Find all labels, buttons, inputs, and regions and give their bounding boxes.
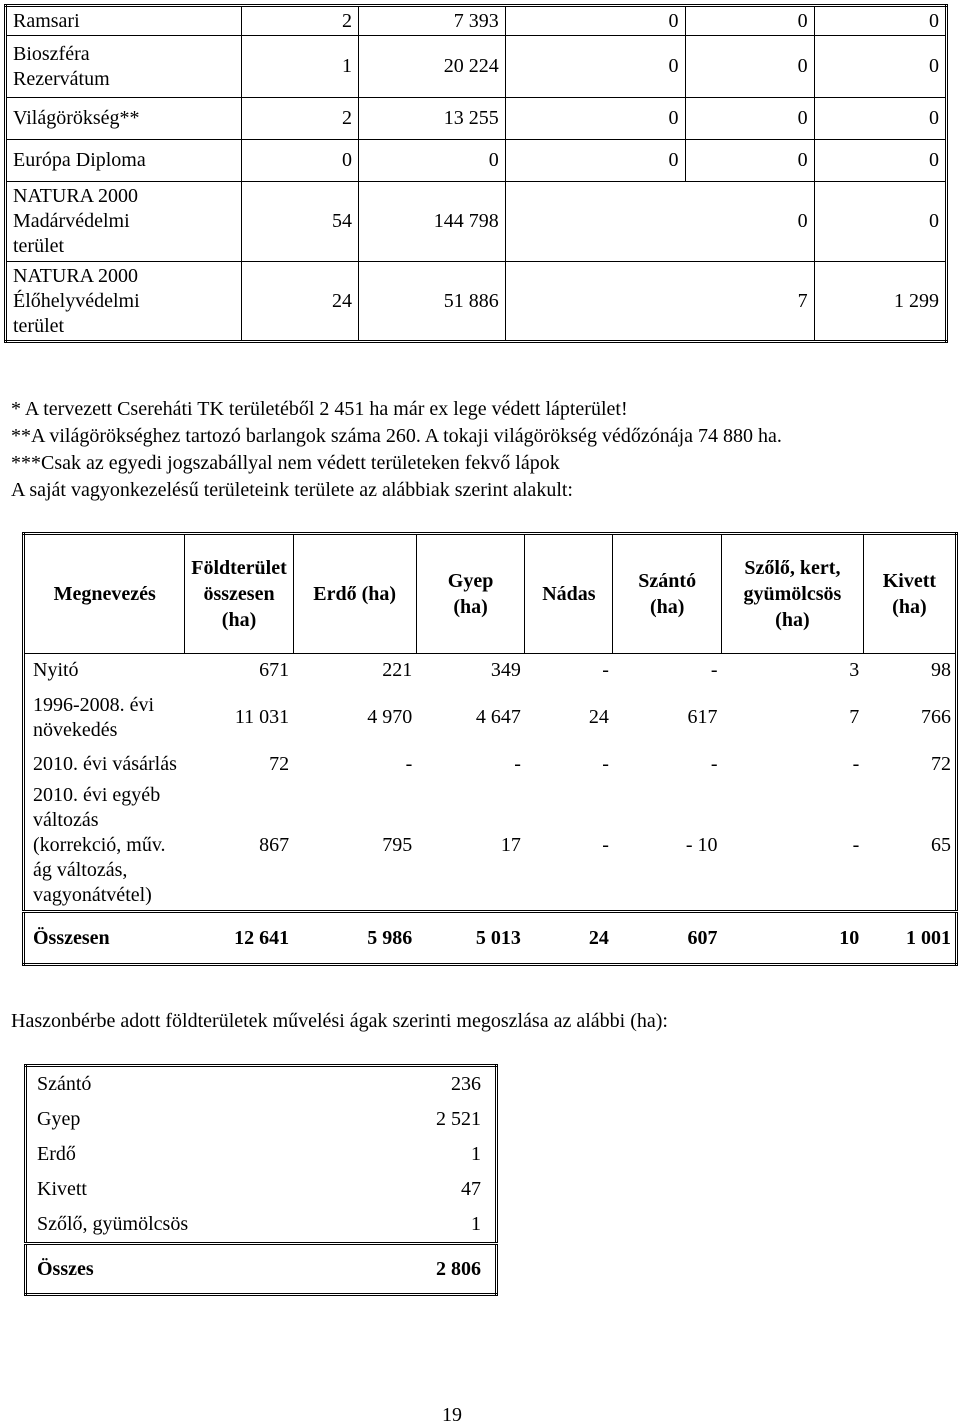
row-value: 236 xyxy=(451,1073,481,1095)
cell-c3 xyxy=(505,182,685,262)
total-value: 24 xyxy=(525,912,613,965)
cell-value: 795 xyxy=(382,834,413,857)
cell-value: - xyxy=(710,753,718,775)
label-line: Nyitó xyxy=(33,659,79,682)
cell-value: 65 xyxy=(931,834,951,857)
label-line: Szőlő, kert, xyxy=(744,557,841,579)
cell-value: - 10 xyxy=(685,834,718,857)
column-header xyxy=(863,534,956,654)
label-line: Megnevezés xyxy=(53,583,156,605)
cell-c5: 0 xyxy=(814,6,946,36)
intro-sentence: A saját vagyonkezelésű területeink területe az alábbiak szerint alakult: xyxy=(11,479,573,501)
total-value: 1 001 xyxy=(863,912,956,965)
cell-c4: 0 xyxy=(685,98,814,140)
cell-value: - xyxy=(514,753,521,775)
table-row xyxy=(26,1102,497,1137)
cell-value: 72 xyxy=(931,753,951,775)
cell-c2: 20 224 xyxy=(358,36,505,98)
page-number: 19 xyxy=(442,1404,462,1426)
cell-value: 98 xyxy=(931,659,951,682)
row-value: 47 xyxy=(461,1178,481,1200)
row-label: Kivett xyxy=(37,1178,87,1200)
cell-value: 4 970 xyxy=(367,706,413,728)
row-label xyxy=(24,782,185,912)
label-line: gyümölcsös xyxy=(743,583,842,605)
cell-value: 766 xyxy=(921,706,951,728)
cell-c3: 0 xyxy=(505,140,685,182)
table-row xyxy=(24,782,957,912)
row-label: Szántó xyxy=(37,1073,92,1095)
cell-c1: 0 xyxy=(242,140,359,182)
cell-c1: 2 xyxy=(242,98,359,140)
label-line: (ha) xyxy=(892,596,927,618)
total-label: Összes xyxy=(26,1244,360,1295)
label-line: 1996-2008. évi xyxy=(33,693,155,716)
cell-value: 3 xyxy=(849,659,860,682)
label-line: terület xyxy=(13,235,65,257)
leased-land-table xyxy=(24,1064,498,1296)
total-value: 2 806 xyxy=(360,1244,497,1295)
label-line: (ha) xyxy=(775,609,810,631)
row-value: 1 xyxy=(471,1143,481,1165)
cell-c3: 0 xyxy=(505,6,685,36)
label-line: Bioszféra xyxy=(13,42,90,65)
cell-c4: 0 xyxy=(685,36,814,98)
cell-c3 xyxy=(505,262,685,342)
row-label xyxy=(24,748,185,782)
row-label xyxy=(24,688,185,748)
total-value: 5 986 xyxy=(293,912,416,965)
row-label: Erdő xyxy=(37,1143,76,1165)
cell-value: - xyxy=(602,834,609,857)
cell-c2: 51 886 xyxy=(358,262,505,342)
cell-c5: 0 xyxy=(814,36,946,98)
cell-c5: 0 xyxy=(814,98,946,140)
label-line: Földterület xyxy=(191,557,287,579)
cell-value: 72 xyxy=(269,753,290,775)
total-row xyxy=(26,1244,497,1295)
row-label xyxy=(6,262,242,342)
total-value: 607 xyxy=(613,912,722,965)
protected-areas-table xyxy=(4,4,948,343)
lease-paragraph: Haszonbérbe adott földterületek művelési ágak szerinti megoszlása az alábbi (ha): xyxy=(11,1010,668,1032)
row-label: Ramsari xyxy=(6,6,242,36)
cell-value: - xyxy=(852,753,860,775)
table-row xyxy=(26,1137,497,1172)
own-managed-land-table xyxy=(22,532,958,966)
row-value: 1 xyxy=(471,1213,481,1235)
table-row xyxy=(26,1207,497,1244)
cell-c4: 0 xyxy=(685,6,814,36)
cell-c4: 0 xyxy=(685,182,814,262)
label-line: (ha) xyxy=(453,596,488,618)
cell-value: - xyxy=(405,753,413,775)
label-line: 2010. évi vásárlás xyxy=(33,753,177,775)
label-line: NATURA 2000 xyxy=(13,264,139,287)
total-row xyxy=(24,912,957,965)
cell-c2: 0 xyxy=(358,140,505,182)
label-line: Gyep xyxy=(447,570,494,592)
label-line: növekedés xyxy=(33,718,118,741)
cell-value: 7 xyxy=(849,706,860,728)
row-label: Gyep xyxy=(37,1108,81,1130)
table-row xyxy=(6,140,947,182)
footnote-2: **A világörökséghez tartozó barlangok száma 260. A tokaji világörökség védőzónája 74 880 ha. xyxy=(11,425,782,447)
row-label: Európa Diploma xyxy=(6,140,242,182)
footnote-3: ***Csak az egyedi jogszabállyal nem védett területeken fekvő lápok xyxy=(11,452,560,474)
label-line: Erdő (ha) xyxy=(313,583,397,605)
cell-value: - xyxy=(710,659,718,682)
cell-value: - xyxy=(602,753,609,775)
cell-c2: 7 393 xyxy=(358,6,505,36)
label-line: Nádas xyxy=(542,583,596,605)
cell-value: - xyxy=(852,834,860,857)
label-line: Rezervátum xyxy=(13,67,110,90)
label-line: Madárvédelmi xyxy=(13,210,130,232)
cell-value: 671 xyxy=(259,659,290,682)
total-value: 12 641 xyxy=(185,912,293,965)
cell-c1: 2 xyxy=(242,6,359,36)
label-line: ág változás, xyxy=(33,859,128,882)
cell-c4: 0 xyxy=(685,140,814,182)
table-row xyxy=(6,36,947,98)
total-label: Összesen xyxy=(24,912,185,965)
label-line: vagyonátvétel) xyxy=(33,884,152,907)
row-value: 2 521 xyxy=(436,1108,481,1130)
cell-c5: 0 xyxy=(814,140,946,182)
column-header xyxy=(185,534,293,654)
table-header-row xyxy=(24,534,957,654)
label-line: 2010. évi egyéb xyxy=(33,784,161,807)
table-row xyxy=(6,98,947,140)
table-row xyxy=(26,1172,497,1207)
column-header xyxy=(722,534,864,654)
label-line: Kivett xyxy=(882,570,937,592)
cell-c5: 1 299 xyxy=(814,262,946,342)
cell-c1: 24 xyxy=(242,262,359,342)
row-label xyxy=(24,654,185,688)
cell-value: 11 031 xyxy=(234,706,290,728)
cell-value: 867 xyxy=(259,834,290,857)
row-label: Szőlő, gyümölcsös xyxy=(37,1213,189,1235)
table-row xyxy=(6,182,947,262)
row-label xyxy=(6,36,242,98)
label-line: változás xyxy=(33,809,99,832)
label-line: terület xyxy=(13,314,65,337)
table-row xyxy=(24,688,957,748)
column-header xyxy=(525,534,613,654)
label-line: összesen xyxy=(203,583,275,605)
footnotes xyxy=(11,396,782,504)
cell-value: 349 xyxy=(490,659,521,682)
label-line: (korrekció, műv. xyxy=(33,834,166,857)
row-label xyxy=(6,182,242,262)
table-row xyxy=(24,748,957,782)
label-line: NATURA 2000 xyxy=(13,185,139,207)
cell-value: 617 xyxy=(687,706,718,728)
cell-value: 221 xyxy=(382,659,413,682)
cell-value: 17 xyxy=(500,834,521,857)
column-header xyxy=(416,534,525,654)
cell-c1: 1 xyxy=(242,36,359,98)
row-label: Világörökség** xyxy=(6,98,242,140)
label-line: (ha) xyxy=(221,609,257,631)
label-line: (ha) xyxy=(649,596,685,618)
cell-c2: 13 255 xyxy=(358,98,505,140)
cell-c2: 144 798 xyxy=(358,182,505,262)
cell-c3: 0 xyxy=(505,98,685,140)
label-line: Élőhelyvédelmi xyxy=(13,289,140,312)
table-row xyxy=(26,1066,497,1103)
cell-c5: 0 xyxy=(814,182,946,262)
cell-value: 24 xyxy=(588,706,609,728)
column-header xyxy=(613,534,722,654)
cell-value: 4 647 xyxy=(475,706,521,728)
column-header xyxy=(24,534,185,654)
label-line: Szántó xyxy=(638,570,697,592)
cell-value: - xyxy=(602,659,609,682)
cell-c1: 54 xyxy=(242,182,359,262)
total-value: 10 xyxy=(722,912,864,965)
table-row xyxy=(6,6,947,36)
column-header xyxy=(293,534,416,654)
table-row xyxy=(24,654,957,688)
footnote-1: * A tervezett Csereháti TK területéből 2 451 ha már ex lege védett lápterület! xyxy=(11,398,628,420)
table-row xyxy=(6,262,947,342)
cell-c4: 7 xyxy=(685,262,814,342)
total-value: 5 013 xyxy=(416,912,525,965)
cell-c3: 0 xyxy=(505,36,685,98)
